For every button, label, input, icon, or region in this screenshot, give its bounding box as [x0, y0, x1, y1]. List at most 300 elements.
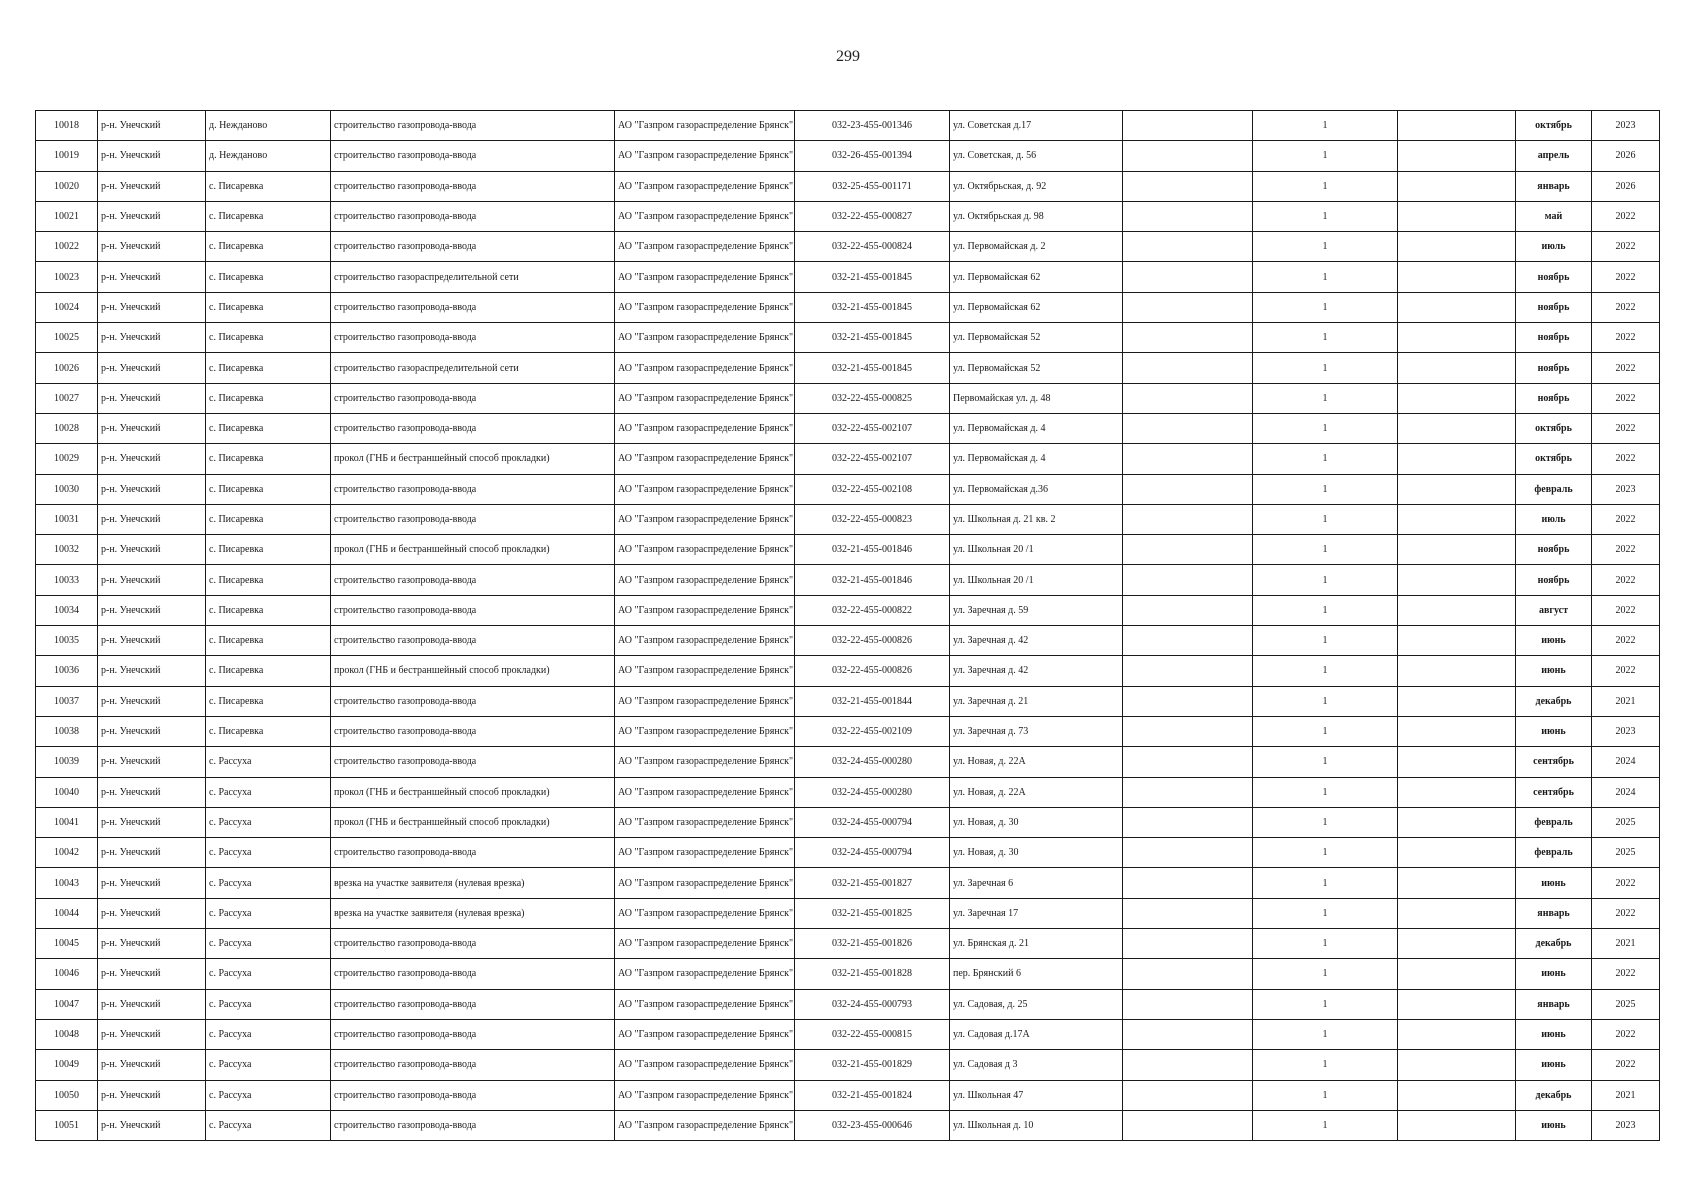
cell-address: ул. Новая, д. 30 [950, 838, 1123, 868]
cell-work-type: строительство газопровода-ввода [331, 959, 615, 989]
cell-organization: АО "Газпром газораспределение Брянск" [615, 989, 795, 1019]
cell-quantity: 1 [1253, 535, 1398, 565]
cell-organization: АО "Газпром газораспределение Брянск" [615, 898, 795, 928]
cell-address: ул. Новая, д. 22А [950, 747, 1123, 777]
cell-district: р-н. Унечский [98, 444, 206, 474]
cell-address: ул. Октябрьская д. 98 [950, 201, 1123, 231]
cell-organization: АО "Газпром газораспределение Брянск" [615, 292, 795, 322]
cell-empty [1398, 1110, 1516, 1140]
cell-quantity: 1 [1253, 959, 1398, 989]
cell-settlement: с. Рассуха [206, 1110, 331, 1140]
cell-empty [1123, 626, 1253, 656]
cell-empty [1398, 535, 1516, 565]
cell-quantity: 1 [1253, 262, 1398, 292]
cell-empty [1123, 1080, 1253, 1110]
cell-organization: АО "Газпром газораспределение Брянск" [615, 535, 795, 565]
cell-year: 2026 [1592, 171, 1660, 201]
table-row [36, 1050, 1660, 1080]
cell-settlement: с. Писаревка [206, 565, 331, 595]
cell-address: ул. Заречная д. 21 [950, 686, 1123, 716]
cell-quantity: 1 [1253, 929, 1398, 959]
cell-empty [1398, 989, 1516, 1019]
cell-number: 10018 [36, 111, 98, 141]
cell-organization: АО "Газпром газораспределение Брянск" [615, 959, 795, 989]
cell-code: 032-21-455-001845 [795, 323, 950, 353]
cell-settlement: с. Рассуха [206, 959, 331, 989]
cell-month: июнь [1516, 626, 1592, 656]
cell-organization: АО "Газпром газораспределение Брянск" [615, 262, 795, 292]
cell-code: 032-24-455-000794 [795, 838, 950, 868]
cell-settlement: с. Рассуха [206, 807, 331, 837]
cell-district: р-н. Унечский [98, 1080, 206, 1110]
cell-organization: АО "Газпром газораспределение Брянск" [615, 1050, 795, 1080]
cell-year: 2025 [1592, 807, 1660, 837]
table-row [36, 292, 1660, 322]
cell-year: 2021 [1592, 1080, 1660, 1110]
cell-empty [1123, 474, 1253, 504]
cell-empty [1398, 413, 1516, 443]
table-row [36, 565, 1660, 595]
cell-district: р-н. Унечский [98, 353, 206, 383]
cell-organization: АО "Газпром газораспределение Брянск" [615, 807, 795, 837]
cell-quantity: 1 [1253, 474, 1398, 504]
cell-organization: АО "Газпром газораспределение Брянск" [615, 201, 795, 231]
cell-work-type: строительство газопровода-ввода [331, 1050, 615, 1080]
cell-organization: АО "Газпром газораспределение Брянск" [615, 838, 795, 868]
cell-year: 2026 [1592, 141, 1660, 171]
cell-address: ул. Заречная 17 [950, 898, 1123, 928]
table-row [36, 777, 1660, 807]
cell-year: 2022 [1592, 656, 1660, 686]
cell-district: р-н. Унечский [98, 1110, 206, 1140]
cell-year: 2022 [1592, 504, 1660, 534]
cell-code: 032-24-455-000793 [795, 989, 950, 1019]
cell-number: 10045 [36, 929, 98, 959]
cell-work-type: строительство газопровода-ввода [331, 686, 615, 716]
cell-organization: АО "Газпром газораспределение Брянск" [615, 474, 795, 504]
cell-number: 10022 [36, 232, 98, 262]
cell-empty [1123, 716, 1253, 746]
cell-organization: АО "Газпром газораспределение Брянск" [615, 868, 795, 898]
cell-empty [1123, 383, 1253, 413]
cell-empty [1123, 565, 1253, 595]
cell-empty [1123, 141, 1253, 171]
cell-organization: АО "Газпром газораспределение Брянск" [615, 777, 795, 807]
cell-quantity: 1 [1253, 626, 1398, 656]
cell-month: ноябрь [1516, 383, 1592, 413]
table-row [36, 1019, 1660, 1049]
cell-address: ул. Первомайская 62 [950, 292, 1123, 322]
cell-empty [1123, 777, 1253, 807]
cell-organization: АО "Газпром газораспределение Брянск" [615, 716, 795, 746]
cell-address: ул. Брянская д. 21 [950, 929, 1123, 959]
cell-quantity: 1 [1253, 898, 1398, 928]
cell-number: 10041 [36, 807, 98, 837]
cell-code: 032-22-455-002109 [795, 716, 950, 746]
cell-organization: АО "Газпром газораспределение Брянск" [615, 747, 795, 777]
cell-number: 10019 [36, 141, 98, 171]
cell-year: 2021 [1592, 929, 1660, 959]
cell-month: сентябрь [1516, 747, 1592, 777]
cell-settlement: с. Писаревка [206, 686, 331, 716]
cell-address: ул. Октябрьская, д. 92 [950, 171, 1123, 201]
cell-settlement: с. Писаревка [206, 201, 331, 231]
cell-year: 2022 [1592, 535, 1660, 565]
table-row [36, 959, 1660, 989]
cell-code: 032-21-455-001829 [795, 1050, 950, 1080]
cell-organization: АО "Газпром газораспределение Брянск" [615, 1019, 795, 1049]
cell-address: ул. Садовая д 3 [950, 1050, 1123, 1080]
cell-number: 10043 [36, 868, 98, 898]
cell-number: 10020 [36, 171, 98, 201]
cell-empty [1123, 1019, 1253, 1049]
cell-work-type: врезка на участке заявителя (нулевая врезка) [331, 868, 615, 898]
cell-month: май [1516, 201, 1592, 231]
table-row [36, 626, 1660, 656]
table-row [36, 656, 1660, 686]
cell-empty [1123, 656, 1253, 686]
cell-month: декабрь [1516, 1080, 1592, 1110]
cell-settlement: с. Рассуха [206, 838, 331, 868]
cell-settlement: с. Писаревка [206, 262, 331, 292]
cell-code: 032-24-455-000794 [795, 807, 950, 837]
cell-empty [1398, 171, 1516, 201]
cell-district: р-н. Унечский [98, 929, 206, 959]
cell-district: р-н. Унечский [98, 716, 206, 746]
cell-empty [1398, 1050, 1516, 1080]
cell-empty [1398, 504, 1516, 534]
cell-district: р-н. Унечский [98, 595, 206, 625]
cell-district: р-н. Унечский [98, 201, 206, 231]
cell-empty [1398, 232, 1516, 262]
cell-quantity: 1 [1253, 747, 1398, 777]
table-row [36, 1110, 1660, 1140]
cell-number: 10048 [36, 1019, 98, 1049]
cell-number: 10046 [36, 959, 98, 989]
cell-district: р-н. Унечский [98, 565, 206, 595]
cell-district: р-н. Унечский [98, 413, 206, 443]
cell-district: р-н. Унечский [98, 111, 206, 141]
cell-work-type: прокол (ГНБ и бестраншейный способ прокладки) [331, 444, 615, 474]
cell-empty [1398, 141, 1516, 171]
cell-code: 032-22-455-000826 [795, 656, 950, 686]
cell-year: 2023 [1592, 111, 1660, 141]
cell-code: 032-26-455-001394 [795, 141, 950, 171]
table-row [36, 989, 1660, 1019]
cell-code: 032-21-455-001826 [795, 929, 950, 959]
cell-settlement: с. Рассуха [206, 898, 331, 928]
cell-number: 10038 [36, 716, 98, 746]
cell-month: декабрь [1516, 929, 1592, 959]
table-row [36, 686, 1660, 716]
cell-organization: АО "Газпром газораспределение Брянск" [615, 504, 795, 534]
cell-address: ул. Заречная д. 73 [950, 716, 1123, 746]
table-row [36, 838, 1660, 868]
cell-month: июнь [1516, 1110, 1592, 1140]
cell-empty [1123, 898, 1253, 928]
cell-code: 032-22-455-002107 [795, 413, 950, 443]
cell-year: 2022 [1592, 595, 1660, 625]
cell-district: р-н. Унечский [98, 898, 206, 928]
cell-settlement: с. Рассуха [206, 777, 331, 807]
cell-month: октябрь [1516, 444, 1592, 474]
cell-work-type: строительство газопровода-ввода [331, 565, 615, 595]
cell-address: ул. Школьная 20 /1 [950, 565, 1123, 595]
cell-settlement: с. Писаревка [206, 171, 331, 201]
cell-organization: АО "Газпром газораспределение Брянск" [615, 656, 795, 686]
cell-organization: АО "Газпром газораспределение Брянск" [615, 595, 795, 625]
cell-quantity: 1 [1253, 141, 1398, 171]
cell-work-type: строительство газопровода-ввода [331, 111, 615, 141]
cell-year: 2022 [1592, 323, 1660, 353]
registry-table [35, 110, 1660, 1141]
cell-work-type: строительство газопровода-ввода [331, 929, 615, 959]
cell-district: р-н. Унечский [98, 656, 206, 686]
cell-settlement: с. Писаревка [206, 292, 331, 322]
cell-address: ул. Первомайская 62 [950, 262, 1123, 292]
cell-code: 032-21-455-001845 [795, 262, 950, 292]
cell-district: р-н. Унечский [98, 989, 206, 1019]
table-row [36, 929, 1660, 959]
cell-code: 032-21-455-001828 [795, 959, 950, 989]
cell-code: 032-21-455-001846 [795, 535, 950, 565]
cell-empty [1398, 444, 1516, 474]
cell-address: ул. Первомайская 52 [950, 353, 1123, 383]
cell-district: р-н. Унечский [98, 504, 206, 534]
cell-address: пер. Брянский 6 [950, 959, 1123, 989]
cell-work-type: строительство газопровода-ввода [331, 474, 615, 504]
cell-work-type: прокол (ГНБ и бестраншейный способ прокладки) [331, 777, 615, 807]
cell-year: 2022 [1592, 262, 1660, 292]
cell-year: 2022 [1592, 353, 1660, 383]
cell-address: ул. Новая, д. 22А [950, 777, 1123, 807]
cell-district: р-н. Унечский [98, 959, 206, 989]
cell-work-type: строительство газопровода-ввода [331, 383, 615, 413]
cell-empty [1398, 1080, 1516, 1110]
table-row [36, 323, 1660, 353]
cell-empty [1123, 959, 1253, 989]
cell-month: июнь [1516, 716, 1592, 746]
cell-year: 2022 [1592, 383, 1660, 413]
cell-empty [1123, 201, 1253, 231]
cell-quantity: 1 [1253, 1019, 1398, 1049]
cell-work-type: строительство газораспределительной сети [331, 353, 615, 383]
cell-number: 10033 [36, 565, 98, 595]
cell-quantity: 1 [1253, 353, 1398, 383]
cell-settlement: с. Писаревка [206, 716, 331, 746]
cell-year: 2025 [1592, 989, 1660, 1019]
cell-address: ул. Садовая д.17А [950, 1019, 1123, 1049]
cell-number: 10051 [36, 1110, 98, 1140]
cell-district: р-н. Унечский [98, 807, 206, 837]
cell-settlement: с. Писаревка [206, 504, 331, 534]
cell-work-type: строительство газопровода-ввода [331, 413, 615, 443]
cell-year: 2023 [1592, 1110, 1660, 1140]
cell-address: ул. Советская, д. 56 [950, 141, 1123, 171]
cell-settlement: с. Рассуха [206, 929, 331, 959]
cell-quantity: 1 [1253, 868, 1398, 898]
cell-year: 2022 [1592, 1019, 1660, 1049]
cell-work-type: прокол (ГНБ и бестраншейный способ прокладки) [331, 656, 615, 686]
cell-empty [1398, 323, 1516, 353]
cell-year: 2022 [1592, 292, 1660, 322]
cell-work-type: строительство газопровода-ввода [331, 1019, 615, 1049]
cell-address: ул. Первомайская д. 2 [950, 232, 1123, 262]
cell-district: р-н. Унечский [98, 777, 206, 807]
cell-year: 2024 [1592, 747, 1660, 777]
cell-year: 2024 [1592, 777, 1660, 807]
table-row [36, 383, 1660, 413]
cell-organization: АО "Газпром газораспределение Брянск" [615, 1110, 795, 1140]
cell-code: 032-21-455-001844 [795, 686, 950, 716]
cell-organization: АО "Газпром газораспределение Брянск" [615, 626, 795, 656]
cell-settlement: д. Нежданово [206, 111, 331, 141]
cell-address: ул. Первомайская д. 4 [950, 444, 1123, 474]
table-row [36, 504, 1660, 534]
cell-settlement: с. Писаревка [206, 444, 331, 474]
cell-empty [1398, 747, 1516, 777]
cell-empty [1123, 413, 1253, 443]
cell-organization: АО "Газпром газораспределение Брянск" [615, 565, 795, 595]
cell-address: ул. Первомайская д.36 [950, 474, 1123, 504]
cell-work-type: строительство газопровода-ввода [331, 323, 615, 353]
cell-empty [1398, 929, 1516, 959]
cell-empty [1398, 868, 1516, 898]
cell-work-type: строительство газопровода-ввода [331, 626, 615, 656]
table-row [36, 747, 1660, 777]
page-number: 299 [836, 48, 860, 65]
cell-year: 2022 [1592, 565, 1660, 595]
cell-address: ул. Заречная 6 [950, 868, 1123, 898]
cell-number: 10044 [36, 898, 98, 928]
cell-settlement: с. Писаревка [206, 323, 331, 353]
cell-quantity: 1 [1253, 1110, 1398, 1140]
cell-month: июнь [1516, 959, 1592, 989]
cell-address: ул. Школьная 20 /1 [950, 535, 1123, 565]
cell-quantity: 1 [1253, 686, 1398, 716]
cell-code: 032-22-455-002108 [795, 474, 950, 504]
cell-empty [1123, 807, 1253, 837]
cell-district: р-н. Унечский [98, 1050, 206, 1080]
cell-quantity: 1 [1253, 323, 1398, 353]
cell-address: ул. Заречная д. 42 [950, 626, 1123, 656]
cell-code: 032-22-455-000827 [795, 201, 950, 231]
cell-empty [1123, 535, 1253, 565]
cell-quantity: 1 [1253, 504, 1398, 534]
cell-number: 10032 [36, 535, 98, 565]
table-row [36, 141, 1660, 171]
cell-district: р-н. Унечский [98, 262, 206, 292]
table-row [36, 201, 1660, 231]
cell-number: 10031 [36, 504, 98, 534]
table-row [36, 232, 1660, 262]
cell-work-type: прокол (ГНБ и бестраншейный способ прокладки) [331, 535, 615, 565]
cell-month: январь [1516, 898, 1592, 928]
cell-address: ул. Советская д.17 [950, 111, 1123, 141]
cell-year: 2022 [1592, 898, 1660, 928]
cell-code: 032-21-455-001846 [795, 565, 950, 595]
cell-code: 032-21-455-001845 [795, 292, 950, 322]
cell-month: январь [1516, 989, 1592, 1019]
cell-number: 10030 [36, 474, 98, 504]
cell-work-type: строительство газопровода-ввода [331, 504, 615, 534]
cell-month: июль [1516, 232, 1592, 262]
cell-settlement: с. Писаревка [206, 535, 331, 565]
cell-quantity: 1 [1253, 413, 1398, 443]
cell-district: р-н. Унечский [98, 383, 206, 413]
table-row [36, 111, 1660, 141]
cell-number: 10049 [36, 1050, 98, 1080]
cell-quantity: 1 [1253, 1080, 1398, 1110]
cell-number: 10040 [36, 777, 98, 807]
cell-number: 10021 [36, 201, 98, 231]
cell-address: ул. Заречная д. 59 [950, 595, 1123, 625]
cell-code: 032-22-455-002107 [795, 444, 950, 474]
cell-quantity: 1 [1253, 111, 1398, 141]
cell-empty [1398, 353, 1516, 383]
cell-number: 10050 [36, 1080, 98, 1110]
cell-settlement: д. Нежданово [206, 141, 331, 171]
cell-address: ул. Новая, д. 30 [950, 807, 1123, 837]
cell-settlement: с. Писаревка [206, 626, 331, 656]
cell-code: 032-22-455-000815 [795, 1019, 950, 1049]
cell-organization: АО "Газпром газораспределение Брянск" [615, 232, 795, 262]
cell-year: 2022 [1592, 201, 1660, 231]
table-row [36, 807, 1660, 837]
cell-empty [1123, 929, 1253, 959]
cell-code: 032-21-455-001825 [795, 898, 950, 928]
cell-work-type: строительство газопровода-ввода [331, 989, 615, 1019]
cell-month: август [1516, 595, 1592, 625]
cell-code: 032-24-455-000280 [795, 747, 950, 777]
cell-settlement: с. Рассуха [206, 989, 331, 1019]
cell-number: 10037 [36, 686, 98, 716]
cell-empty [1398, 111, 1516, 141]
cell-work-type: строительство газопровода-ввода [331, 1080, 615, 1110]
cell-year: 2023 [1592, 716, 1660, 746]
cell-settlement: с. Писаревка [206, 383, 331, 413]
cell-organization: АО "Газпром газораспределение Брянск" [615, 171, 795, 201]
cell-district: р-н. Унечский [98, 474, 206, 504]
cell-empty [1398, 201, 1516, 231]
cell-month: апрель [1516, 141, 1592, 171]
cell-year: 2023 [1592, 474, 1660, 504]
cell-code: 032-22-455-000823 [795, 504, 950, 534]
cell-quantity: 1 [1253, 716, 1398, 746]
cell-empty [1123, 989, 1253, 1019]
cell-address: ул. Первомайская д. 4 [950, 413, 1123, 443]
cell-settlement: с. Писаревка [206, 232, 331, 262]
cell-number: 10035 [36, 626, 98, 656]
table-row [36, 1080, 1660, 1110]
cell-month: февраль [1516, 474, 1592, 504]
table-row [36, 353, 1660, 383]
table-row [36, 716, 1660, 746]
cell-quantity: 1 [1253, 232, 1398, 262]
cell-work-type: строительство газопровода-ввода [331, 838, 615, 868]
cell-empty [1398, 777, 1516, 807]
cell-district: р-н. Унечский [98, 838, 206, 868]
cell-number: 10024 [36, 292, 98, 322]
cell-organization: АО "Газпром газораспределение Брянск" [615, 323, 795, 353]
cell-organization: АО "Газпром газораспределение Брянск" [615, 353, 795, 383]
cell-number: 10039 [36, 747, 98, 777]
cell-number: 10042 [36, 838, 98, 868]
cell-month: февраль [1516, 838, 1592, 868]
cell-year: 2022 [1592, 959, 1660, 989]
cell-district: р-н. Унечский [98, 535, 206, 565]
cell-quantity: 1 [1253, 383, 1398, 413]
